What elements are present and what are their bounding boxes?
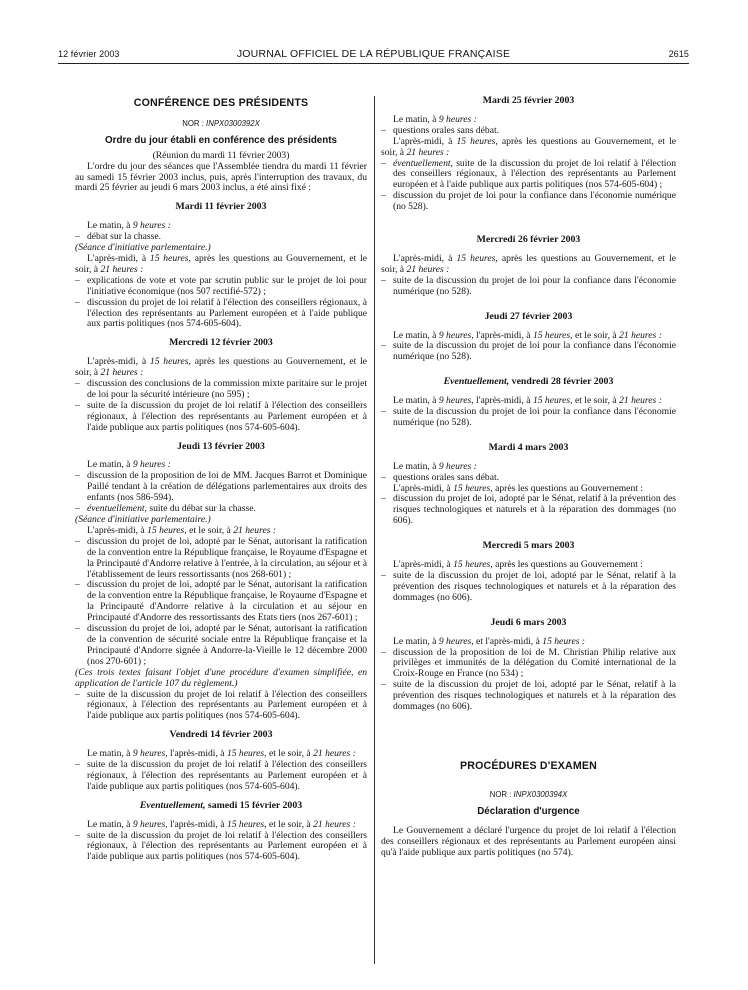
agenda-item: – discussion du projet de loi, adopté par le Sénat, autorisant la ratification de la convention entre la République française, le Royaume d'Espagne et la Principauté d'Andorre relative à l'entrée, à la circulation, au séjour et à l'établissement de leurs ressortissants (nos 268-601) ; bbox=[75, 537, 367, 581]
agenda-item: – éventuellement, suite du débat sur la chasse. bbox=[75, 504, 367, 515]
session-time: Le matin, à 9 heures, l'après-midi, à 15 heures, et le soir, à 21 heures : bbox=[87, 818, 356, 830]
section-heading: CONFÉRENCE DES PRÉSIDENTS bbox=[133, 97, 309, 109]
agenda-list bbox=[381, 126, 676, 137]
header-rule bbox=[58, 63, 689, 64]
session-time: L'après-midi, à 15 heures, après les questions au Gouvernement, et le soir, à 21 heures : bbox=[381, 135, 676, 158]
agenda-item: – suite de la discussion du projet de loi, adopté par le Sénat, relatif à la prévention des risques technologiques et naturels et à la réparation des dommages (no 606). bbox=[381, 571, 676, 604]
agenda-list bbox=[75, 690, 367, 723]
agenda-list bbox=[381, 341, 676, 363]
intro-paragraph: L'ordre du jour des séances que l'Assemblée tiendra du mardi 11 février au samedi 15 février 2003 inclus, puis, après l'interruption des travaux, du mardi 25 février au jeudi 6 mars 2003 inclus, a été ainsi fixé : bbox=[75, 160, 367, 194]
urgency-paragraph: Le Gouvernement a déclaré l'urgence du projet de loi relatif à l'élection des conseillers régionaux et des représentants au Parlement européen ainsi qu'à l'aide publique aux partis politiques (no 574). bbox=[381, 824, 676, 858]
session-note: (Ces trois textes faisant l'objet d'une procédure d'examen simplifiée, en application de l'article 107 du règlement.) bbox=[75, 666, 367, 689]
session-time: L'après-midi, à 15 heures, après les questions au Gouvernement : bbox=[393, 482, 643, 494]
agenda-list bbox=[75, 831, 367, 864]
agenda-list bbox=[75, 471, 367, 515]
left-column bbox=[75, 96, 367, 863]
session-time: Le matin, à 9 heures : bbox=[393, 113, 477, 125]
session-time: L'après-midi, à 15 heures, après les questions au Gouvernement : bbox=[393, 559, 643, 571]
day-heading-jeudi-6: Jeudi 6 mars 2003 bbox=[490, 616, 567, 628]
procedures-heading: PROCÉDURES D'EXAMEN bbox=[460, 759, 597, 772]
agenda-item: – discussion de la proposition de loi de M. Christian Philip relative aux privilèges et immunités de la délégation du Comité international de la Croix-Rouge en France (no 534) ; bbox=[381, 648, 676, 681]
session-time: Le matin, à 9 heures, l'après-midi, à 15 heures, et le soir, à 21 heures : bbox=[393, 329, 662, 341]
agenda-item: – éventuellement, suite de la discussion du projet de loi relatif à l'élection des conseillers régionaux, à l'élection des représentants au Parlement européen et à l'aide publique aux partis politiques (nos 574-605-604) ; bbox=[381, 159, 676, 192]
agenda-item: – discussion de la proposition de loi de MM. Jacques Barrot et Dominique Paillé tendant à la création de délégations parlementaires aux droits des enfants (nos 586-594). bbox=[75, 471, 367, 504]
session-time: L'après-midi, à 15 heures, après les questions au Gouvernement, et le soir, à 21 heures : bbox=[381, 252, 676, 275]
agenda-item: – suite de la discussion du projet de loi relatif à l'élection des conseillers régionaux, à l'élection des représentants au Parlement européen et à l'aide publique aux partis politiques (nos 574-605-604). bbox=[75, 760, 367, 793]
agenda-list bbox=[381, 159, 676, 214]
journal-title: JOURNAL OFFICIEL DE LA RÉPUBLIQUE FRANÇAISE bbox=[236, 48, 511, 60]
right-column bbox=[381, 96, 676, 858]
day-heading-mardi-25: Mardi 25 février 2003 bbox=[482, 95, 575, 106]
agenda-list bbox=[75, 232, 367, 243]
day-heading-samedi-15: Eventuellement, samedi 15 février 2003 bbox=[139, 799, 303, 811]
day-heading-mardi-4: Mardi 4 mars 2003 bbox=[488, 441, 569, 453]
agenda-item: – discussion du projet de loi, adopté par le Sénat, autorisant la ratification de la convention entre la République française, le Royaume d'Espagne et la Principauté d'Andorre relative à la circulation et au séjour en Principauté d'Andorre des ressortissants des Etats tiers (nos 267-601) ; bbox=[75, 580, 367, 624]
day-heading-vendredi-28: Eventuellement, vendredi 28 février 2003 bbox=[443, 376, 614, 388]
agenda-item: – questions orales sans débat. bbox=[381, 473, 676, 484]
session-time: Le matin, à 9 heures : bbox=[87, 220, 171, 232]
agenda-item: – discussion du projet de loi relatif à l'élection des conseillers régionaux, à l'élection des représentants au Parlement européen et à l'aide publique aux partis politiques (nos 574-605-604). bbox=[75, 298, 367, 331]
agenda-item: – débat sur la chasse. bbox=[75, 232, 367, 243]
session-note: (Séance d'initiative parlementaire.) bbox=[75, 242, 211, 254]
session-time: L'après-midi, à 15 heures, après les questions au Gouvernement, et le soir, à 21 heures : bbox=[75, 252, 367, 275]
agenda-item: – suite de la discussion du projet de loi pour la confiance dans l'économie numérique (no 528). bbox=[381, 407, 676, 429]
agenda-list bbox=[381, 571, 676, 604]
agenda-item: – discussion du projet de loi, adopté par le Sénat, autorisant la ratification de la convention de sécurité sociale entre la République française et la Principauté d'Andorre signée à Andorre-la-Vieille le 12 décembre 2000 (nos 270-601) ; bbox=[75, 624, 367, 668]
header-date: 12 février 2003 bbox=[58, 49, 120, 59]
agenda-list bbox=[75, 276, 367, 331]
agenda-item: – suite de la discussion du projet de loi relatif à l'élection des conseillers régionaux, à l'élection des représentants au Parlement européen et à l'aide publique aux partis politiques (nos 574-605-604). bbox=[75, 690, 367, 723]
day-heading-jeudi-13: Jeudi 13 février 2003 bbox=[177, 440, 265, 452]
nor-reference: NOR : INPX0300394X bbox=[489, 789, 568, 799]
urgency-subheading: Déclaration d'urgence bbox=[477, 805, 580, 817]
agenda-item: – explications de vote et vote par scrutin public sur le projet de loi pour l'initiative économique (nos 507 rectifié-572) ; bbox=[75, 276, 367, 298]
agenda-item: – questions orales sans débat. bbox=[381, 126, 676, 137]
agenda-item: – discussion du projet de loi pour la confiance dans l'économie numérique (no 528). bbox=[381, 191, 676, 213]
session-time: Le matin, à 9 heures : bbox=[87, 459, 171, 471]
agenda-list bbox=[381, 473, 676, 484]
session-note: (Séance d'initiative parlementaire.) bbox=[75, 514, 211, 525]
agenda-list bbox=[75, 537, 367, 668]
day-heading-jeudi-27: Jeudi 27 février 2003 bbox=[484, 310, 573, 322]
session-time: Le matin, à 9 heures, l'après-midi, à 15 heures, et le soir, à 21 heures : bbox=[87, 748, 356, 760]
session-time: Le matin, à 9 heures : bbox=[393, 460, 477, 472]
session-time: Le matin, à 9 heures, l'après-midi, à 15 heures, et le soir, à 21 heures : bbox=[393, 395, 662, 407]
agenda-list bbox=[75, 379, 367, 434]
agenda-subheading: Ordre du jour établi en conférence des présidents bbox=[105, 134, 337, 146]
column-divider bbox=[374, 96, 375, 964]
agenda-item: – suite de la discussion du projet de loi relatif à l'élection des conseillers régionaux, à l'élection des représentants au Parlement européen et à l'aide publique aux partis politiques (nos 574-605-604). bbox=[75, 831, 367, 864]
day-heading-mercredi-12: Mercredi 12 février 2003 bbox=[169, 337, 273, 349]
agenda-item: – suite de la discussion du projet de loi pour la confiance dans l'économie numérique (no 528). bbox=[381, 341, 676, 363]
day-heading-mardi-11: Mardi 11 février 2003 bbox=[175, 201, 267, 213]
agenda-item: – suite de la discussion du projet de loi, adopté par le Sénat, relatif à la prévention des risques technologiques et naturels et à la réparation des dommages (no 606). bbox=[381, 680, 676, 713]
nor-reference: NOR : INPX0300392X bbox=[182, 118, 260, 128]
agenda-list bbox=[381, 407, 676, 429]
agenda-list bbox=[75, 760, 367, 793]
agenda-item: – discussion des conclusions de la commission mixte paritaire sur le projet de loi pour la sécurité intérieure (no 595) ; bbox=[75, 379, 367, 401]
running-header bbox=[58, 49, 689, 61]
agenda-list bbox=[381, 648, 676, 713]
agenda-list bbox=[381, 494, 676, 527]
meeting-date: (Réunion du mardi 11 février 2003) bbox=[152, 149, 290, 161]
page-number: 2615 bbox=[668, 49, 689, 59]
agenda-item: – suite de la discussion du projet de loi relatif à l'élection des conseillers régionaux, à l'élection des représentants au Parlement européen et à l'aide publique aux partis politiques (nos 574-605-604). bbox=[75, 401, 367, 434]
day-heading-mercredi-5: Mercredi 5 mars 2003 bbox=[482, 540, 575, 552]
day-heading-mercredi-26: Mercredi 26 février 2003 bbox=[476, 234, 581, 246]
day-heading-vendredi-14: Vendredi 14 février 2003 bbox=[169, 729, 273, 741]
session-time: L'après-midi, à 15 heures, après les questions au Gouvernement, et le soir, à 21 heures : bbox=[75, 356, 367, 379]
session-time: Le matin, à 9 heures, et l'après-midi, à 15 heures : bbox=[393, 635, 586, 647]
session-time: L'après-midi, à 15 heures, et le soir, à 21 heures : bbox=[87, 524, 277, 536]
agenda-item: – discussion du projet de loi, adopté par le Sénat, relatif à la prévention des risques technologiques et naturels et à la réparation des dommages (no 606). bbox=[381, 494, 676, 527]
agenda-item: – suite de la discussion du projet de loi pour la confiance dans l'économie numérique (no 528). bbox=[381, 276, 676, 298]
agenda-list bbox=[381, 276, 676, 298]
